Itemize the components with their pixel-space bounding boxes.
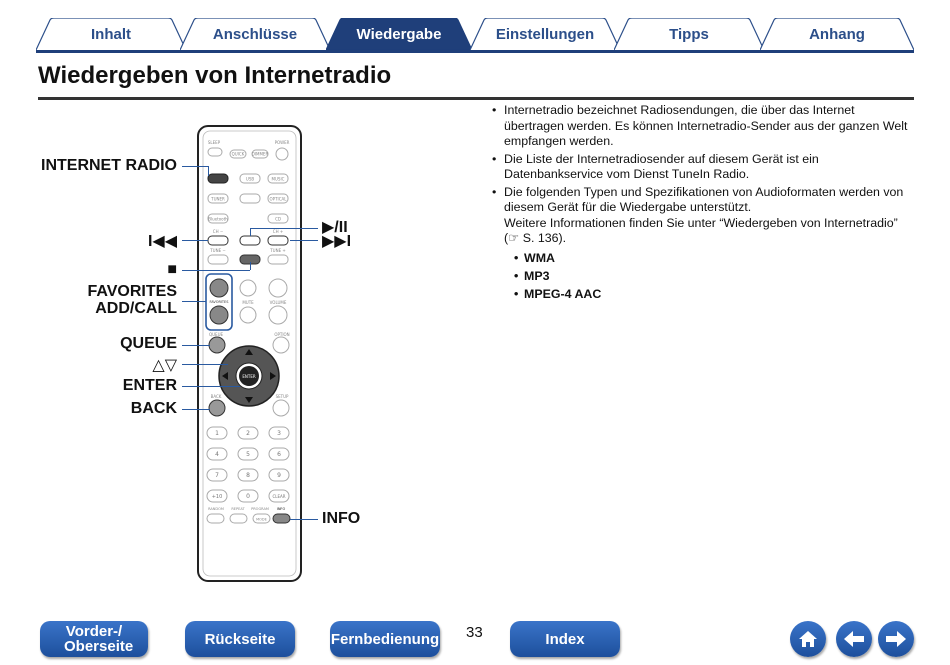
key-label: MODE	[256, 517, 267, 522]
numpad-key: 3	[277, 430, 281, 437]
title-rule	[38, 97, 914, 100]
label-stop: ■	[167, 261, 177, 278]
arrow-right-icon	[884, 628, 908, 650]
rear-label: Rückseite	[204, 630, 276, 648]
label-add-call: ADD/CALL	[95, 300, 177, 317]
key-label: USB	[245, 176, 255, 182]
key-label: SLEEP	[207, 140, 221, 145]
numpad-key: 8	[246, 472, 250, 479]
label-play-pause: ▶/II	[322, 219, 348, 236]
description	[490, 103, 910, 303]
pointing-hand-icon: ☞	[508, 231, 520, 245]
key-label: OPTION	[274, 332, 290, 337]
tab-label: Anschlüsse	[212, 25, 298, 43]
key-label: MUTE	[242, 300, 254, 305]
bullet-item	[490, 185, 910, 247]
key-label: RANDOM	[208, 507, 224, 511]
label-next: ▶▶I	[322, 233, 352, 250]
numpad-key: 4	[215, 451, 219, 458]
front-top-button[interactable]	[40, 621, 148, 657]
page-number: 33	[466, 624, 483, 641]
label-info: INFO	[322, 510, 361, 527]
remote-label: Fernbedienung	[330, 630, 440, 648]
key-label: OPTICAL	[269, 196, 287, 202]
tab-underline	[36, 50, 914, 53]
page-ref-link[interactable]: S. 136).	[522, 231, 567, 245]
tab-label: Tipps	[669, 25, 709, 43]
numpad-key: 7	[215, 472, 219, 479]
key-label: QUICK	[231, 151, 245, 157]
bullet-text: Die folgenden Typen und Spezifikationen von Audioformaten werden von diesem Gerät für die Wiedergabe unterstützt.	[504, 184, 904, 214]
leader-line	[208, 166, 209, 176]
bullet-item: • Internetradio bezeichnet Radiosendungen, die über das Internet übertragen werden. Es können Internetradio-Sender aus der ganzen Welt empfangen werden.	[490, 103, 910, 150]
leader-line	[182, 364, 228, 365]
leader-line	[182, 166, 208, 167]
numpad-key: 5	[246, 451, 250, 458]
tab-label: Einstellungen	[495, 25, 595, 43]
tab-wiedergabe[interactable]	[326, 18, 472, 50]
label-prev: I◀◀	[147, 233, 177, 250]
index-button[interactable]	[510, 621, 620, 657]
numpad-key: 0	[246, 493, 250, 500]
index-label: Index	[545, 630, 585, 648]
numpad-key: 6	[277, 451, 281, 458]
leader-line	[182, 386, 240, 387]
key-label: MUSIC	[271, 176, 285, 182]
label-favorites: FAVORITES	[87, 283, 177, 300]
bullet-item: • Die Liste der Internetradiosender auf diesem Gerät ist ein Datenbankservice vom Dienst TuneIn Radio.	[490, 152, 910, 183]
key-label: TUNER	[211, 196, 225, 202]
key-label: VOLUME	[269, 300, 287, 305]
key-label: INFO	[276, 507, 286, 511]
key-label: BACK	[210, 394, 222, 399]
leader-line	[250, 228, 318, 229]
numpad-key: CLEAR	[272, 494, 286, 499]
leader-line	[290, 240, 318, 241]
arrow-left-icon	[842, 628, 866, 650]
forward-button[interactable]	[878, 621, 914, 657]
rear-button[interactable]	[185, 621, 295, 657]
home-icon	[797, 628, 819, 650]
leader-line	[182, 345, 210, 346]
remote-control	[196, 124, 304, 584]
tab-label: Wiedergabe	[356, 25, 442, 43]
key-label: POWER	[274, 140, 290, 145]
format-item: • MP3	[490, 267, 910, 285]
leader-line	[250, 262, 251, 270]
leader-line	[182, 270, 250, 271]
numpad-key: 9	[277, 472, 281, 479]
bullet-more: Weitere Informationen finden Sie unter “Wiedergeben von Internetradio” (	[504, 215, 898, 245]
key-label: FAVORITES	[209, 300, 229, 304]
label-back: BACK	[130, 400, 177, 417]
numpad-key: 1	[215, 430, 219, 437]
key-label: Bluetooth	[208, 216, 228, 222]
key-label: CH +	[272, 229, 284, 234]
format-item: • MPEG-4 AAC	[490, 285, 910, 303]
label-queue: QUEUE	[120, 335, 177, 352]
label-enter: ENTER	[122, 377, 177, 394]
home-button[interactable]	[790, 621, 826, 657]
key-label: TUNE −	[210, 248, 226, 253]
leader-line	[182, 301, 206, 302]
leader-line	[290, 519, 318, 520]
back-button[interactable]	[836, 621, 872, 657]
tab-einstellungen[interactable]	[470, 18, 620, 50]
label-cursor: △▽	[152, 357, 177, 374]
front-top-label: Vorder-/ Oberseite	[64, 623, 134, 655]
key-label: CD	[275, 216, 281, 222]
tab-label: Anhang	[809, 25, 865, 43]
key-label: TUNE +	[270, 248, 286, 253]
label-internet-radio: INTERNET RADIO	[41, 157, 177, 174]
key-label: DIMMER	[251, 151, 269, 157]
leader-line	[182, 409, 210, 410]
key-label: SETUP	[275, 394, 289, 399]
key-label: QUEUE	[208, 332, 224, 337]
leader-line	[250, 228, 251, 236]
key-label: CH −	[212, 229, 224, 234]
key-label: ENTER	[242, 374, 256, 379]
format-item: • WMA	[490, 249, 910, 267]
format-list	[490, 249, 910, 303]
remote-button[interactable]	[330, 621, 440, 657]
page-title: Wiedergeben von Internetradio	[38, 62, 392, 89]
key-label: PROGRAM	[251, 507, 269, 511]
tab-inhalt[interactable]	[36, 18, 186, 50]
tab-anhang[interactable]	[760, 18, 914, 50]
leader-line	[182, 240, 208, 241]
numpad-key: 2	[246, 430, 250, 437]
tab-anschluesse[interactable]	[180, 18, 330, 50]
tab-tipps[interactable]	[614, 18, 764, 50]
key-label: REPEAT	[231, 507, 245, 511]
chapter-tabs	[0, 0, 950, 56]
numpad-key: +10	[211, 494, 223, 500]
tab-label: Inhalt	[91, 25, 131, 43]
